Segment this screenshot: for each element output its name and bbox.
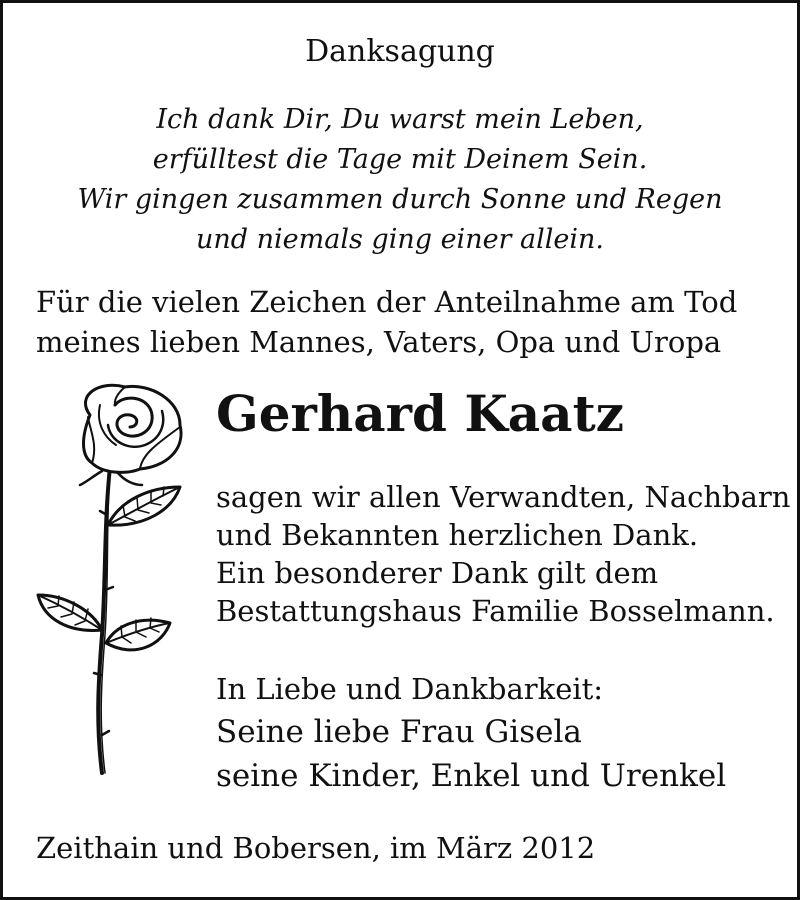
poem-line: erfülltest die Tage mit Deinem Sein. — [152, 144, 648, 175]
intro-line: meines lieben Mannes, Vaters, Opa und Uropa — [36, 325, 722, 359]
deceased-name: Gerhard Kaatz — [216, 384, 625, 443]
thanks-line: und Bekannten herzlichen Dank. — [216, 518, 699, 552]
signer-line: seine Kinder, Enkel und Urenkel — [216, 758, 727, 794]
place-date: Zeithain und Bobersen, im März 2012 — [36, 831, 596, 865]
intro-line: Für die vielen Zeichen der Anteilnahme am Tod — [36, 285, 738, 319]
thanks-line: Bestattungshaus Familie Bosselmann. — [216, 594, 775, 628]
thanks-text — [216, 478, 790, 630]
poem-line: Ich dank Dir, Du warst mein Leben, — [156, 104, 644, 135]
signoff: In Liebe und Dankbarkeit: — [216, 672, 604, 706]
intro-text — [36, 282, 737, 362]
thanks-line: Ein besonderer Dank gilt dem — [216, 556, 659, 590]
signers — [216, 710, 726, 798]
poem-line: Wir gingen zusammen durch Sonne und Regen — [77, 184, 723, 215]
rose-icon — [30, 375, 200, 780]
poem-line: und niemals ging einer allein. — [195, 224, 605, 255]
signer-line: Seine liebe Frau Gisela — [216, 714, 582, 750]
notice-heading: Danksagung — [305, 34, 495, 69]
poem — [0, 100, 800, 260]
thanks-line: sagen wir allen Verwandten, Nachbarn — [216, 480, 791, 514]
